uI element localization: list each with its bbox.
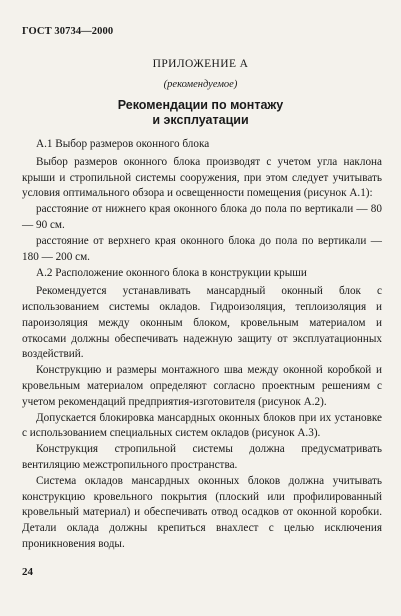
appendix-status: (рекомендуемое) <box>163 79 238 90</box>
paragraph: Рекомендуется устанавливать мансардный оконный блок с использованием системы окладов. Гидроизоляция, теплоизоляция и пароизоляция между оконным блоком, кровельным материалом и откосами должны обеспечивать надежную защиту от эксплуатационных воздействий. <box>22 285 382 361</box>
appendix-title: ПРИЛОЖЕНИЕ А <box>152 58 249 70</box>
section-heading-a2: А.2 Расположение оконного блока в конструкции крыши <box>36 267 307 280</box>
paragraph: Выбор размеров оконного блока производят с учетом угла наклона крыши и стропильной системы сооружения, при этом следует учитывать условия оптимального обзора и освещенности помещения (рисунок А.1): <box>22 155 382 200</box>
paragraph: расстояние от нижнего края оконного блока до пола по вертикали — 80 — 90 см. <box>22 203 382 231</box>
main-title-line-1: Рекомендации по монтажу <box>117 98 284 112</box>
body-text <box>22 136 382 553</box>
section-heading-a1: А.1 Выбор размеров оконного блока <box>36 138 210 150</box>
paragraph: Допускается блокировка мансардных оконных блоков при их установке с использованием специальных систем окладов (рисунок А.3). <box>22 411 382 440</box>
page-number: 24 <box>22 566 33 578</box>
paragraph: Конструкция стропильной системы должна предусматривать вентиляцию межстропильного пространства. <box>22 443 382 471</box>
paragraph: Система окладов мансардных оконных блоков должна учитывать конструкцию кровельного покрытия (плоский или профилированный кровельный материал) и обеспечивать отвод осадков от оконной коробки. Детали оклада должны крепиться внахлест с целью исключения проникновения воды. <box>22 474 382 550</box>
main-title-line-2: и эксплуатации <box>152 113 249 127</box>
main-title <box>0 98 401 128</box>
standard-header: ГОСТ 30734—2000 <box>22 26 114 37</box>
paragraph: расстояние от верхнего края оконного блока до пола по вертикали — 180 — 200 см. <box>22 234 382 263</box>
paragraph: Конструкцию и размеры монтажного шва между оконной коробкой и кровельным материалом определяют согласно проектным решениям с учетом рекомендаций предприятия-изготовителя (рисунок А.2). <box>22 364 382 408</box>
